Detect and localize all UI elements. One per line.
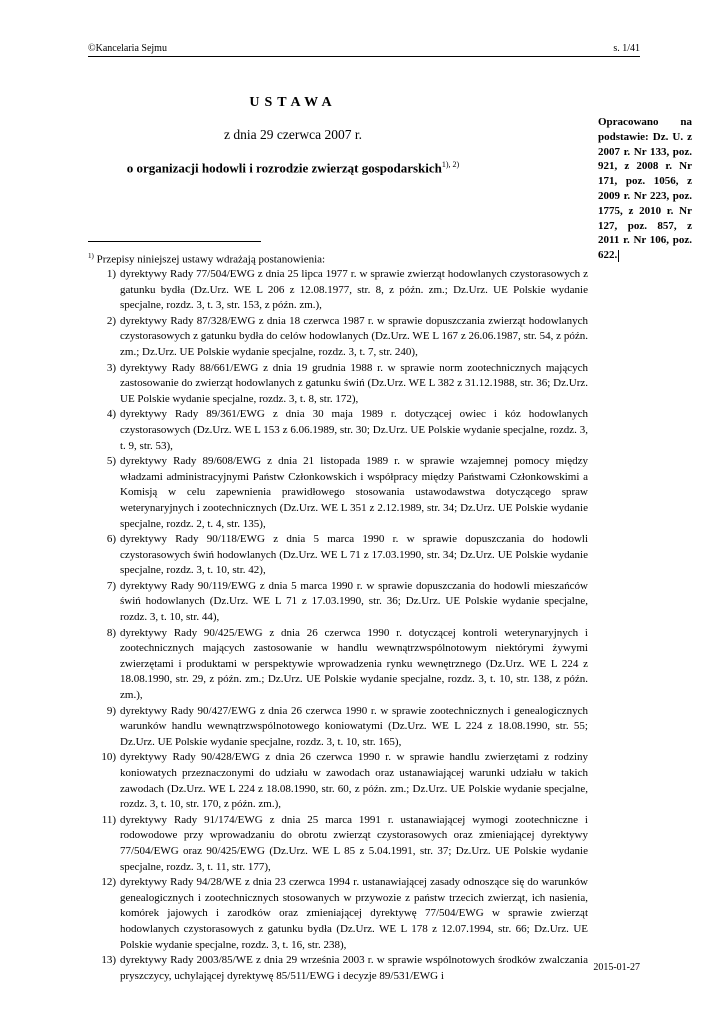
footnote-item-number: 8) [106, 626, 116, 639]
footnote-item-number: 3) [106, 361, 116, 374]
footnote-divider [88, 241, 261, 242]
header-source: ©Kancelaria Sejmu [88, 43, 167, 54]
footnote-item [88, 454, 588, 532]
footnote-item-number: 6) [106, 533, 116, 546]
document-title: USTAWA [249, 95, 337, 110]
footnote-item-text: dyrektywy Rady 2003/85/WE z dnia 29 września 2003 r. w sprawie wspólnotowych środków zwalczania pryszczycy, uchylającej dyrektywę 85/511/EWG i decyzje 89/531/EWG i [120, 954, 588, 982]
document-date: z dnia 29 czerwca 2007 r. [224, 127, 362, 142]
footnote-item [88, 953, 588, 984]
footnote-item-number: 1) [106, 268, 116, 280]
footnote-item [88, 361, 588, 408]
subject-footnote-ref: 1), 2) [441, 160, 460, 169]
footnote-item-number: 13) [101, 954, 116, 967]
footnote-item-number: 9) [106, 704, 116, 717]
footnote-item-text: dyrektywy Rady 90/425/EWG z dnia 26 czerwca 1990 r. dotyczącej kontroli weterynaryjnych i zootechnicznych mających zastosowanie w handlu wewnątrzwspólnotowym niektórymi żywymi zwierzętami i produktami w perspektywie wprowadzenia rynku wewnętrznego (Dz.Urz. WE L 224 z 18.08.1990, str. 29, z późn. zm.; Dz.Urz. UE Polskie wydanie specjalne, rozdz. 3, t. 10, str. 138, z późn. zm.), [120, 626, 588, 702]
footnote-intro [88, 249, 588, 268]
footnote-item-number: 2) [106, 314, 116, 327]
footnote-item-text: dyrektywy Rady 88/661/EWG z dnia 19 grudnia 1988 r. w sprawie norm zootechnicznych mających zastosowanie do zwierząt hodowlanych z gatunku świń (Dz.Urz. WE L 382 z 31.12.1988, str. 36; Dz.Urz. UE Polskie wydanie specjalne, rozdz. 3, t. 8, str. 172), [120, 361, 588, 405]
footnote-item-text: dyrektywy Rady 90/427/EWG z dnia 26 czerwca 1990 r. w sprawie zootechnicznych i genealogicznych warunków handlu wewnątrzwspólnotowego koniowatymi (Dz.Urz. WE L 224 z 18.08.1990, str. 55; Dz.Urz. UE Polskie wydanie specjalne, rozdz. 3, t. 10, str. 165), [120, 704, 588, 748]
footnote-item [88, 750, 588, 812]
footnote-item [88, 532, 588, 579]
footnote-item-text: dyrektywy Rady 90/428/EWG z dnia 26 czerwca 1990 r. w sprawie handlu zwierzętami z rodziny koniowatych przeznaczonymi do udziału w zawodach oraz ustanawiającej warunki udziału w takich zawodach (Dz.Urz. WE L 224 z 18.08.1990, str. 60, z późn. zm.; Dz.Urz. UE Polskie wydanie specjalne, rozdz. 3, t. 10, str. 170, z późn. zm.), [120, 751, 588, 811]
footnote-item-text: dyrektywy Rady 87/328/EWG z dnia 18 czerwca 1987 r. w sprawie dopuszczania zwierząt hodowlanych czystorasowych z gatunku bydła do celów hodowlanych (Dz.Urz. WE L 167 z 26.06.1987, str. 54, z późn. zm.; Dz.Urz. UE Polskie wydanie specjalne, rozdz. 3, t. 7, str. 240), [120, 314, 588, 358]
subject-text: o organizacji hodowli i rozrodzie zwierząt gospodarskich [126, 160, 442, 176]
footnote-item-text: dyrektywy Rady 90/118/EWG z dnia 5 marca 1990 r. w sprawie dopuszczania do hodowli czystorasowych świń hodowlanych (Dz.Urz. WE L 71 z 17.03.1990, str. 34; Dz.Urz. UE Polskie wydanie specjalne, rozdz. 3, t. 10, str. 42), [120, 533, 588, 577]
footnote-item-number: 10) [101, 751, 116, 764]
page-header [88, 43, 640, 54]
footnote-item-text: dyrektywy Rady 77/504/EWG z dnia 25 lipca 1977 r. w sprawie zwierząt hodowlanych czystorasowych z gatunku bydła (Dz.Urz. WE L 206 z 12.08.1977, str. 8, z późn. zm.; Dz.Urz. UE Polskie wydanie specjalne, rozdz. 3, t. 3, str. 153, z późn. zm.), [120, 268, 588, 312]
footnote-item-number: 11) [101, 813, 116, 826]
header-divider [88, 56, 640, 57]
footnote-item-number: 12) [101, 876, 116, 889]
footnote-item-number: 7) [106, 579, 116, 592]
footnote-marker: 1) [88, 252, 94, 260]
footnote-item [88, 813, 588, 875]
text-cursor [618, 250, 619, 262]
footnote-item [88, 579, 588, 626]
footnote-item [88, 626, 588, 704]
footnote-item [88, 875, 588, 953]
footnote-item-text: dyrektywy Rady 89/608/EWG z dnia 21 listopada 1989 r. w sprawie wzajemnej pomocy między władzami administracyjnymi Państw Członkowskich i współpracy między Państwami Członkowskimi a Komisją w celu zapewnienia prawidłowego stosowania ustawodawstwa dotyczącego spraw weterynaryjnych i zootechnicznych (Dz.Urz. WE L 351 z 2.12.1989, str. 34; Dz.Urz. UE Polskie wydanie specjalne, rozdz. 2, t. 4, str. 135), [120, 455, 588, 530]
source-note [598, 115, 692, 263]
footnote-item-text: dyrektywy Rady 94/28/WE z dnia 23 czerwca 1994 r. ustanawiającej zasady odnoszące się do warunków genealogicznych i zootechnicznych stosowanych w przywozie z państw trzecich zwierząt, ich nasienia, komórek jajowych i zarodków oraz zmieniającej dyrektywę 77/504/EWG w sprawie zwierząt hodowlanych czystorasowych z gatunku bydła (Dz.Urz. WE L 178 z 12.07.1994, str. 66; Dz.Urz. UE Polskie wydanie specjalne, rozdz. 3, t. 16, str. 238), [120, 876, 588, 951]
footnote-intro-text: Przepisy niniejszej ustawy wdrażają postanowienia: [96, 253, 326, 266]
footnote-item-text: dyrektywy Rady 91/174/EWG z dnia 25 marca 1991 r. ustanawiającej wymogi zootechniczne i rodowodowe przy wprowadzaniu do obrotu zwierząt czystorasowych oraz zmieniającej dyrektywy 77/504/EWG oraz 90/425/EWG (Dz.Urz. WE L 85 z 5.04.1991, str. 37; Dz.Urz. UE Polskie wydanie specjalne, rozdz. 3, t. 11, str. 177), [120, 813, 588, 873]
document-subject [88, 160, 498, 176]
footnote-item [88, 407, 588, 454]
footnote-item-text: dyrektywy Rady 89/361/EWG z dnia 30 maja 1989 r. dotyczącej owiec i kóz hodowlanych czystorasowych (Dz.Urz. WE L 153 z 6.06.1989, str. 30; Dz.Urz. UE Polskie wydanie specjalne, rozdz. 3, t. 9, str. 53), [120, 408, 588, 452]
page-footer-date: 2015-01-27 [593, 962, 640, 973]
footnote-item [88, 267, 588, 314]
footnote-item [88, 314, 588, 361]
source-note-text: Opracowano na podstawie: Dz. U. z 2007 r. Nr 133, poz. 921, z 2008 r. Nr 171, poz. 1056, z 2009 r. Nr 223, poz. 1775, z 2010 r. Nr 127, poz. 857, z 2011 r. Nr 106, poz. 622. [598, 116, 692, 262]
page-number: s. 1/41 [613, 43, 640, 54]
footnote-item [88, 704, 588, 751]
footnote-list [88, 267, 588, 984]
footnote-item-number: 4) [106, 408, 116, 421]
footnote-item-number: 5) [106, 455, 116, 468]
footnote-item-text: dyrektywy Rady 90/119/EWG z dnia 5 marca 1990 r. w sprawie dopuszczania do hodowli mieszańców świń hodowlanych (Dz.Urz. WE L 71 z 17.03.1990, str. 36; Dz.Urz. UE Polskie wydanie specjalne, rozdz. 3, t. 10, str. 44), [120, 579, 588, 624]
